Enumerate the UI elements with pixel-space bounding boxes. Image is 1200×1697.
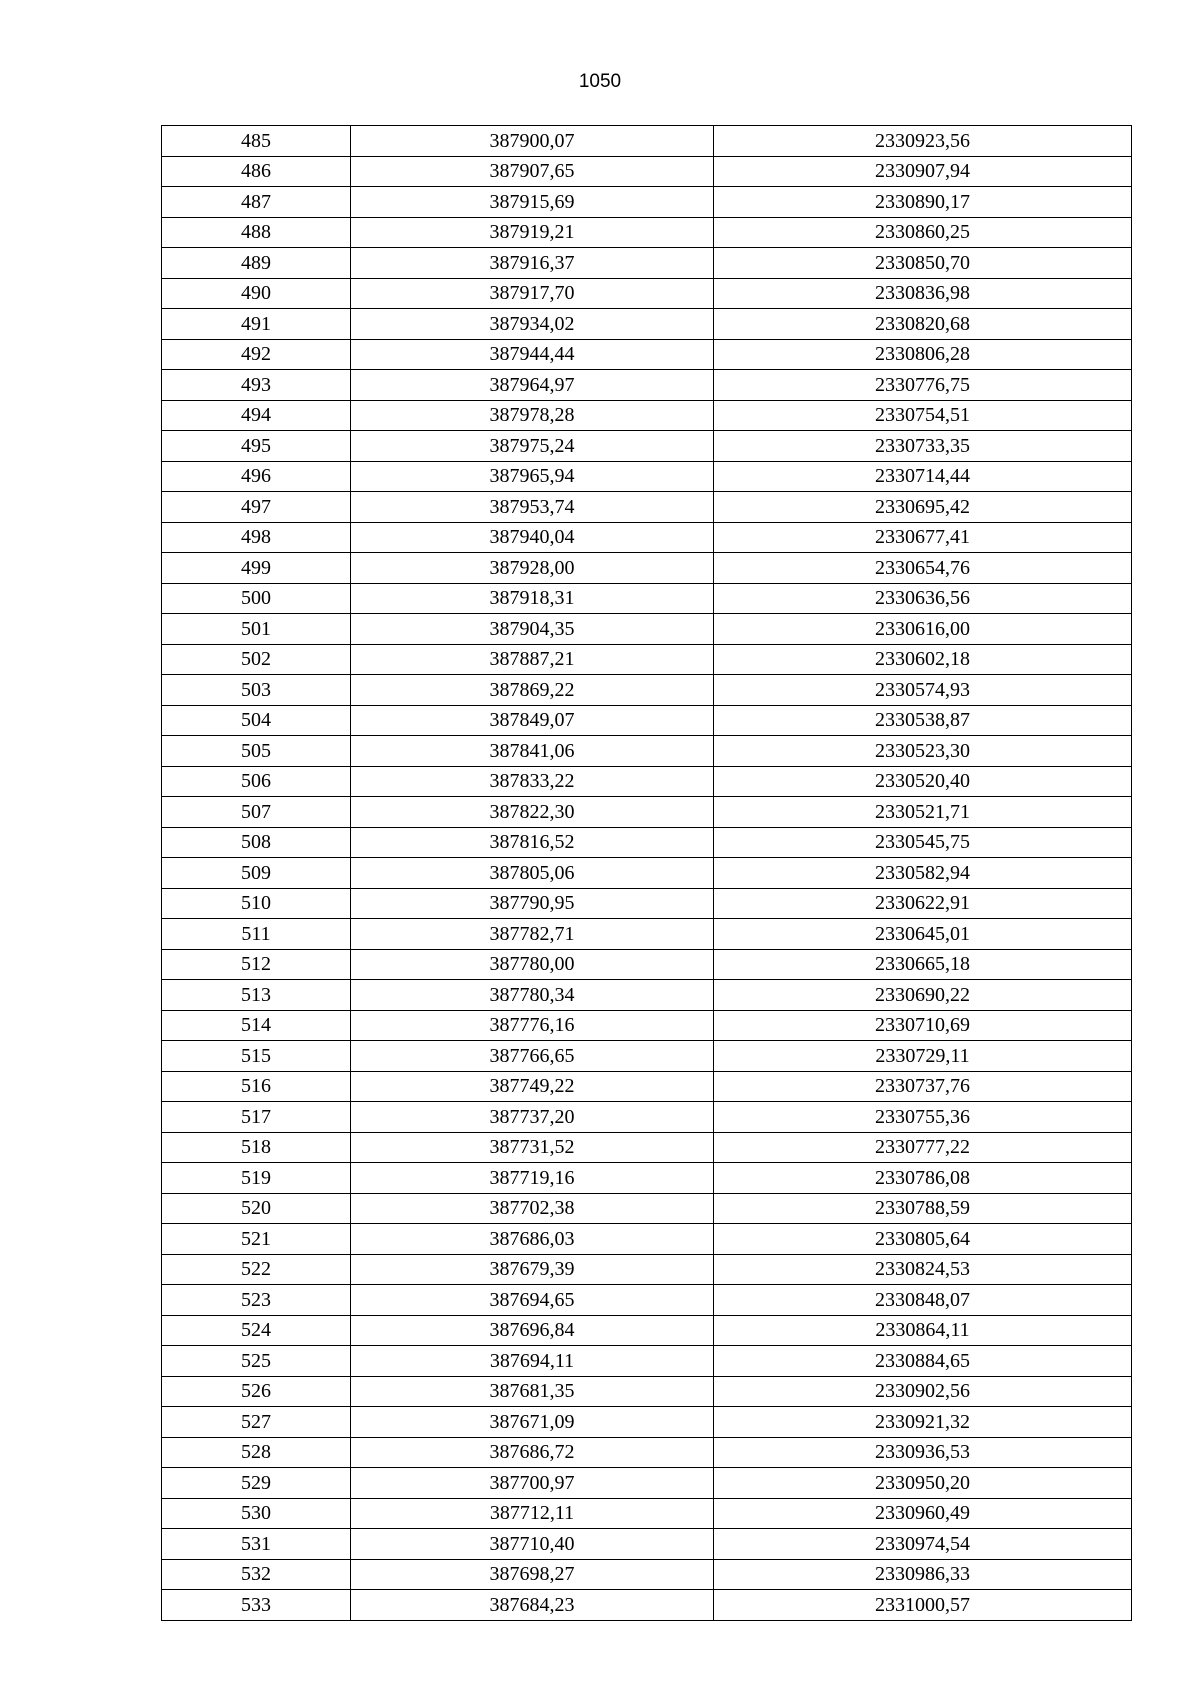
point-number-cell: 524 [162,1315,351,1346]
x-coordinate-cell: 387780,00 [351,949,714,980]
point-number-cell: 508 [162,827,351,858]
point-number-cell: 511 [162,919,351,950]
x-coordinate-cell: 387964,97 [351,370,714,401]
table-row [162,1132,1132,1163]
point-number-cell: 532 [162,1559,351,1590]
point-number-cell: 520 [162,1193,351,1224]
x-coordinate-cell: 387833,22 [351,766,714,797]
y-coordinate-cell: 2330786,08 [714,1163,1132,1194]
point-number-cell: 505 [162,736,351,767]
point-number-cell: 486 [162,156,351,187]
y-coordinate-cell: 2330737,76 [714,1071,1132,1102]
point-number-cell: 525 [162,1346,351,1377]
table-row [162,522,1132,553]
point-number-cell: 506 [162,766,351,797]
point-number-cell: 495 [162,431,351,462]
point-number-cell: 510 [162,888,351,919]
y-coordinate-cell: 2330665,18 [714,949,1132,980]
y-coordinate-cell: 2330520,40 [714,766,1132,797]
table-row [162,1437,1132,1468]
y-coordinate-cell: 2330974,54 [714,1529,1132,1560]
table-row [162,553,1132,584]
x-coordinate-cell: 387904,35 [351,614,714,645]
y-coordinate-cell: 2330582,94 [714,858,1132,889]
x-coordinate-cell: 387782,71 [351,919,714,950]
table-row [162,888,1132,919]
table-row [162,614,1132,645]
y-coordinate-cell: 2330677,41 [714,522,1132,553]
x-coordinate-cell: 387790,95 [351,888,714,919]
point-number-cell: 527 [162,1407,351,1438]
y-coordinate-cell: 2330860,25 [714,217,1132,248]
y-coordinate-cell: 2330776,75 [714,370,1132,401]
table-row [162,1559,1132,1590]
table-row [162,1468,1132,1499]
x-coordinate-cell: 387919,21 [351,217,714,248]
point-number-cell: 507 [162,797,351,828]
table-row [162,400,1132,431]
point-number-cell: 509 [162,858,351,889]
point-number-cell: 529 [162,1468,351,1499]
table-row [162,1041,1132,1072]
x-coordinate-cell: 387712,11 [351,1498,714,1529]
point-number-cell: 533 [162,1590,351,1621]
y-coordinate-cell: 2330777,22 [714,1132,1132,1163]
x-coordinate-cell: 387694,11 [351,1346,714,1377]
table-row [162,461,1132,492]
y-coordinate-cell: 2330521,71 [714,797,1132,828]
point-number-cell: 526 [162,1376,351,1407]
table-row [162,248,1132,279]
y-coordinate-cell: 2330545,75 [714,827,1132,858]
y-coordinate-cell: 2330690,22 [714,980,1132,1011]
y-coordinate-cell: 2330986,33 [714,1559,1132,1590]
y-coordinate-cell: 2330848,07 [714,1285,1132,1316]
x-coordinate-cell: 387849,07 [351,705,714,736]
point-number-cell: 488 [162,217,351,248]
point-number-cell: 517 [162,1102,351,1133]
table-row [162,827,1132,858]
x-coordinate-cell: 387766,65 [351,1041,714,1072]
point-number-cell: 516 [162,1071,351,1102]
point-number-cell: 500 [162,583,351,614]
table-row [162,1285,1132,1316]
point-number-cell: 489 [162,248,351,279]
table-row [162,858,1132,889]
point-number-cell: 498 [162,522,351,553]
point-number-cell: 494 [162,400,351,431]
y-coordinate-cell: 2330538,87 [714,705,1132,736]
x-coordinate-cell: 387702,38 [351,1193,714,1224]
point-number-cell: 503 [162,675,351,706]
x-coordinate-cell: 387816,52 [351,827,714,858]
table-row [162,1254,1132,1285]
y-coordinate-cell: 2330616,00 [714,614,1132,645]
x-coordinate-cell: 387686,03 [351,1224,714,1255]
y-coordinate-cell: 2330850,70 [714,248,1132,279]
table-row [162,705,1132,736]
table-row [162,1498,1132,1529]
page-number: 1050 [578,71,622,92]
x-coordinate-cell: 387679,39 [351,1254,714,1285]
x-coordinate-cell: 387918,31 [351,583,714,614]
table-row [162,980,1132,1011]
point-number-cell: 522 [162,1254,351,1285]
point-number-cell: 504 [162,705,351,736]
x-coordinate-cell: 387822,30 [351,797,714,828]
y-coordinate-cell: 2331000,57 [714,1590,1132,1621]
table-row [162,217,1132,248]
table-row [162,370,1132,401]
table-row [162,1407,1132,1438]
y-coordinate-cell: 2330622,91 [714,888,1132,919]
y-coordinate-cell: 2330805,64 [714,1224,1132,1255]
y-coordinate-cell: 2330729,11 [714,1041,1132,1072]
table-row [162,1102,1132,1133]
table-row [162,1315,1132,1346]
y-coordinate-cell: 2330714,44 [714,461,1132,492]
x-coordinate-cell: 387686,72 [351,1437,714,1468]
x-coordinate-cell: 387719,16 [351,1163,714,1194]
x-coordinate-cell: 387928,00 [351,553,714,584]
table-row [162,1346,1132,1377]
point-number-cell: 513 [162,980,351,1011]
x-coordinate-cell: 387710,40 [351,1529,714,1560]
x-coordinate-cell: 387916,37 [351,248,714,279]
x-coordinate-cell: 387749,22 [351,1071,714,1102]
point-number-cell: 491 [162,309,351,340]
table-row [162,278,1132,309]
point-number-cell: 523 [162,1285,351,1316]
coordinates-table-body [162,126,1132,1621]
point-number-cell: 514 [162,1010,351,1041]
y-coordinate-cell: 2330820,68 [714,309,1132,340]
table-row [162,949,1132,980]
table-row [162,1010,1132,1041]
x-coordinate-cell: 387841,06 [351,736,714,767]
table-row [162,583,1132,614]
y-coordinate-cell: 2330806,28 [714,339,1132,370]
x-coordinate-cell: 387776,16 [351,1010,714,1041]
table-row [162,644,1132,675]
point-number-cell: 496 [162,461,351,492]
point-number-cell: 490 [162,278,351,309]
x-coordinate-cell: 387700,97 [351,1468,714,1499]
point-number-cell: 521 [162,1224,351,1255]
y-coordinate-cell: 2330645,01 [714,919,1132,950]
y-coordinate-cell: 2330921,32 [714,1407,1132,1438]
table-row [162,766,1132,797]
x-coordinate-cell: 387900,07 [351,126,714,157]
y-coordinate-cell: 2330824,53 [714,1254,1132,1285]
point-number-cell: 485 [162,126,351,157]
x-coordinate-cell: 387780,34 [351,980,714,1011]
y-coordinate-cell: 2330902,56 [714,1376,1132,1407]
x-coordinate-cell: 387907,65 [351,156,714,187]
x-coordinate-cell: 387978,28 [351,400,714,431]
x-coordinate-cell: 387684,23 [351,1590,714,1621]
x-coordinate-cell: 387975,24 [351,431,714,462]
x-coordinate-cell: 387805,06 [351,858,714,889]
point-number-cell: 497 [162,492,351,523]
y-coordinate-cell: 2330950,20 [714,1468,1132,1499]
y-coordinate-cell: 2330864,11 [714,1315,1132,1346]
y-coordinate-cell: 2330733,35 [714,431,1132,462]
table-row [162,309,1132,340]
table-row [162,1529,1132,1560]
table-row [162,1224,1132,1255]
table-row [162,1193,1132,1224]
y-coordinate-cell: 2330907,94 [714,156,1132,187]
y-coordinate-cell: 2330836,98 [714,278,1132,309]
point-number-cell: 512 [162,949,351,980]
coordinates-table [161,125,1132,1621]
table-row [162,797,1132,828]
x-coordinate-cell: 387887,21 [351,644,714,675]
y-coordinate-cell: 2330523,30 [714,736,1132,767]
x-coordinate-cell: 387917,70 [351,278,714,309]
y-coordinate-cell: 2330636,56 [714,583,1132,614]
x-coordinate-cell: 387953,74 [351,492,714,523]
table-row [162,919,1132,950]
y-coordinate-cell: 2330654,76 [714,553,1132,584]
x-coordinate-cell: 387965,94 [351,461,714,492]
table-row [162,1071,1132,1102]
table-row [162,1163,1132,1194]
point-number-cell: 487 [162,187,351,218]
x-coordinate-cell: 387944,44 [351,339,714,370]
point-number-cell: 515 [162,1041,351,1072]
table-row [162,156,1132,187]
x-coordinate-cell: 387696,84 [351,1315,714,1346]
y-coordinate-cell: 2330923,56 [714,126,1132,157]
y-coordinate-cell: 2330754,51 [714,400,1132,431]
point-number-cell: 530 [162,1498,351,1529]
y-coordinate-cell: 2330574,93 [714,675,1132,706]
x-coordinate-cell: 387698,27 [351,1559,714,1590]
y-coordinate-cell: 2330602,18 [714,644,1132,675]
table-row [162,492,1132,523]
table-row [162,675,1132,706]
x-coordinate-cell: 387671,09 [351,1407,714,1438]
x-coordinate-cell: 387934,02 [351,309,714,340]
y-coordinate-cell: 2330890,17 [714,187,1132,218]
x-coordinate-cell: 387681,35 [351,1376,714,1407]
y-coordinate-cell: 2330755,36 [714,1102,1132,1133]
x-coordinate-cell: 387694,65 [351,1285,714,1316]
point-number-cell: 531 [162,1529,351,1560]
point-number-cell: 501 [162,614,351,645]
table-row [162,1590,1132,1621]
y-coordinate-cell: 2330710,69 [714,1010,1132,1041]
table-row [162,339,1132,370]
y-coordinate-cell: 2330788,59 [714,1193,1132,1224]
point-number-cell: 502 [162,644,351,675]
table-row [162,1376,1132,1407]
point-number-cell: 493 [162,370,351,401]
point-number-cell: 518 [162,1132,351,1163]
table-row [162,431,1132,462]
point-number-cell: 499 [162,553,351,584]
point-number-cell: 492 [162,339,351,370]
x-coordinate-cell: 387915,69 [351,187,714,218]
y-coordinate-cell: 2330695,42 [714,492,1132,523]
point-number-cell: 519 [162,1163,351,1194]
y-coordinate-cell: 2330884,65 [714,1346,1132,1377]
table-row [162,126,1132,157]
x-coordinate-cell: 387869,22 [351,675,714,706]
x-coordinate-cell: 387737,20 [351,1102,714,1133]
x-coordinate-cell: 387731,52 [351,1132,714,1163]
y-coordinate-cell: 2330936,53 [714,1437,1132,1468]
point-number-cell: 528 [162,1437,351,1468]
y-coordinate-cell: 2330960,49 [714,1498,1132,1529]
x-coordinate-cell: 387940,04 [351,522,714,553]
table-row [162,736,1132,767]
table-row [162,187,1132,218]
